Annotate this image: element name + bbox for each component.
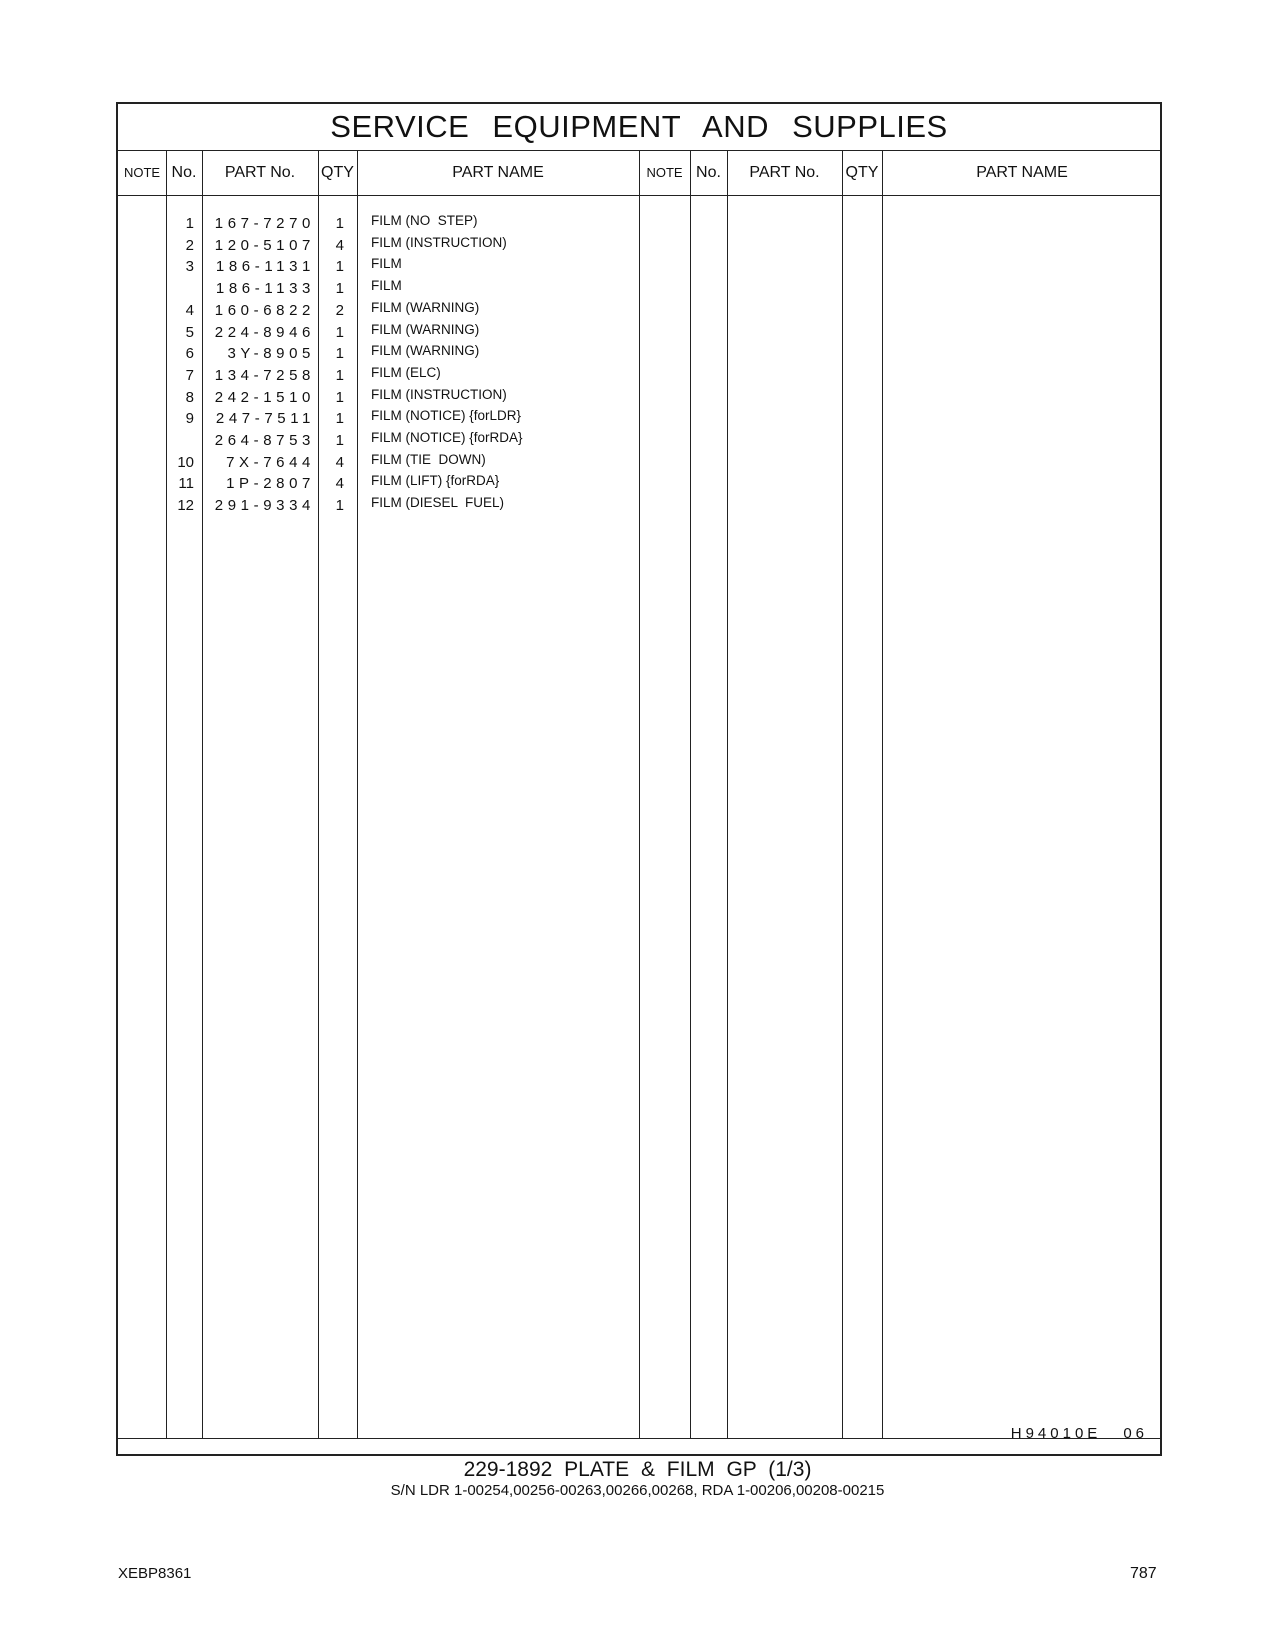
header-qty-right: QTY bbox=[845, 163, 879, 181]
part-name: FILM (INSTRUCTION) bbox=[371, 234, 507, 250]
item-number: 1 bbox=[185, 215, 194, 232]
part-number: 247-7511 bbox=[215, 410, 315, 428]
table-row bbox=[118, 212, 1160, 234]
item-number: 6 bbox=[185, 345, 194, 363]
table-row bbox=[118, 255, 1160, 277]
table-row bbox=[118, 407, 1160, 429]
table-row bbox=[118, 386, 1160, 408]
header-note-left: NOTE bbox=[123, 165, 161, 180]
header-qty-left: QTY bbox=[321, 163, 354, 181]
quantity: 1 bbox=[335, 345, 344, 363]
group-title: 229-1892 PLATE & FILM GP (1/3) bbox=[463, 1458, 812, 1481]
item-number: 2 bbox=[185, 236, 194, 254]
quantity: 1 bbox=[335, 388, 344, 406]
quantity: 1 bbox=[335, 410, 344, 428]
part-name: FILM bbox=[371, 278, 402, 294]
header-part-no-right: PART No. bbox=[749, 163, 820, 181]
part-number: 186-1133 bbox=[215, 280, 315, 298]
quantity: 1 bbox=[335, 497, 344, 515]
quantity: 2 bbox=[335, 301, 344, 319]
part-name: FILM (ELC) bbox=[371, 364, 441, 380]
quantity: 4 bbox=[335, 236, 344, 254]
table-row bbox=[118, 342, 1160, 364]
part-number: 3Y-8905 bbox=[227, 345, 315, 363]
part-number: 167-7270 bbox=[214, 215, 315, 232]
document-id: XEBP8361 bbox=[118, 1565, 192, 1582]
table-row bbox=[118, 494, 1160, 516]
item-number: 12 bbox=[177, 497, 194, 515]
item-number: 9 bbox=[185, 410, 194, 428]
item-number: 10 bbox=[177, 453, 194, 471]
serial-number-range: S/N LDR 1-00254,00256-00263,00266,00268, RDA 1-00206,00208-00215 bbox=[390, 1482, 885, 1499]
part-number: 291-9334 bbox=[214, 497, 315, 515]
header-note-right: NOTE bbox=[646, 165, 683, 180]
part-number: 242-1510 bbox=[214, 388, 315, 406]
table-row bbox=[118, 429, 1160, 451]
item-number: 7 bbox=[185, 366, 194, 384]
footer-divider bbox=[118, 1438, 1160, 1439]
table-row bbox=[118, 472, 1160, 494]
header-no-right: No. bbox=[696, 163, 721, 181]
part-number: 1P-2807 bbox=[226, 475, 315, 493]
footer-code-main: H94010E bbox=[1010, 1425, 1102, 1442]
header-part-no-left: PART No. bbox=[224, 163, 296, 181]
page-number: 787 bbox=[1130, 1565, 1157, 1582]
item-number: 5 bbox=[185, 323, 194, 341]
part-number: 7X-7644 bbox=[226, 453, 315, 471]
part-name: FILM bbox=[371, 256, 402, 272]
part-name: FILM (LIFT) {forRDA} bbox=[371, 473, 500, 489]
table-row bbox=[118, 277, 1160, 299]
footer-code bbox=[1011, 1425, 1148, 1442]
part-number: 120-5107 bbox=[214, 236, 315, 254]
part-name: FILM (NO STEP) bbox=[371, 213, 478, 228]
quantity: 4 bbox=[335, 453, 344, 471]
item-number: 4 bbox=[185, 301, 194, 319]
part-name: FILM (WARNING) bbox=[371, 321, 480, 337]
part-name: FILM (INSTRUCTION) bbox=[371, 386, 507, 402]
part-name: FILM (WARNING) bbox=[371, 343, 480, 359]
part-number: 264-8753 bbox=[214, 432, 315, 449]
header-part-name-left: PART NAME bbox=[452, 163, 544, 181]
table-title-row bbox=[118, 104, 1160, 151]
item-number: 3 bbox=[185, 258, 194, 276]
table-row bbox=[118, 451, 1160, 473]
table-row bbox=[118, 321, 1160, 343]
parts-table-frame bbox=[116, 102, 1162, 1456]
quantity: 4 bbox=[335, 475, 344, 493]
quantity: 1 bbox=[335, 432, 344, 449]
table-row bbox=[118, 234, 1160, 256]
item-number: 11 bbox=[178, 475, 194, 493]
table-row bbox=[118, 364, 1160, 386]
footer-code-suffix: 06 bbox=[1123, 1425, 1148, 1442]
part-number: 160-6822 bbox=[214, 301, 315, 319]
table-title: SERVICE EQUIPMENT AND SUPPLIES bbox=[330, 109, 948, 144]
part-name: FILM (NOTICE) {forLDR} bbox=[371, 408, 522, 424]
part-number: 186-1131 bbox=[215, 258, 315, 276]
part-name: FILM (DIESEL FUEL) bbox=[371, 495, 505, 511]
quantity: 1 bbox=[335, 280, 344, 298]
part-number: 134-7258 bbox=[214, 366, 315, 384]
part-number: 224-8946 bbox=[214, 323, 315, 341]
item-number: 8 bbox=[185, 388, 194, 406]
header-no-left: No. bbox=[171, 163, 197, 181]
quantity: 1 bbox=[335, 215, 344, 232]
quantity: 1 bbox=[335, 258, 344, 276]
part-name: FILM (NOTICE) {forRDA} bbox=[371, 430, 523, 445]
header-part-name-right: PART NAME bbox=[976, 163, 1068, 181]
quantity: 1 bbox=[335, 323, 344, 341]
part-name: FILM (WARNING) bbox=[371, 299, 480, 315]
table-row bbox=[118, 299, 1160, 321]
quantity: 1 bbox=[335, 366, 344, 384]
part-name: FILM (TIE DOWN) bbox=[371, 451, 486, 467]
